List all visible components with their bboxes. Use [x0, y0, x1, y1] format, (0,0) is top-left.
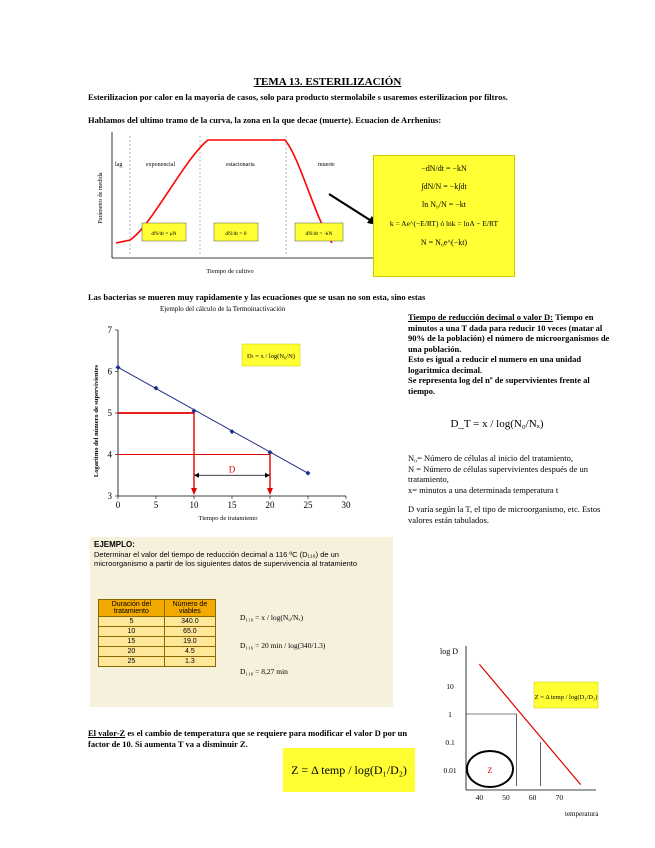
dvalue-heading: Tiempo de reducción decimal o valor D:: [408, 312, 553, 322]
example-header-duracion: Duración del tratamiento: [99, 600, 165, 617]
table-row: 15 19.0: [99, 637, 216, 647]
graph2-xtick: 70: [555, 793, 564, 802]
example-title: EJEMPLO:: [94, 540, 135, 549]
graph2-xlabel: temperatura: [565, 810, 599, 818]
arrhenius-equations-box: [373, 155, 515, 277]
graph1-ytick: 5: [107, 408, 112, 418]
box-estacionaria: dN/dt = 0: [225, 231, 247, 237]
dvalue-note: D varía según la T, el tipo de microorganismo, etc. Estos valores están tabulados.: [408, 504, 601, 525]
graph1-ylabel: Logaritmo del número de supervivientes: [93, 364, 100, 478]
graph1-ytick: 4: [107, 449, 112, 460]
zvalue-formula: Z = Δ temp / log(D₁/D₂): [283, 748, 415, 792]
arrhenius-eq1: −dN/dt = −kN: [421, 164, 467, 173]
graph1-xtick: 30: [341, 500, 351, 510]
dvalue-section: [408, 312, 618, 396]
dvalue-formula: D_T = x / log(N₀/Nₓ): [442, 405, 552, 443]
arrhenius-eq4: k = Ae^(−E/RT) ó lnk = lnA − E/RT: [389, 219, 499, 228]
intro-line-1: Esterilizacion por calor en la mayoria de casos, solo para producto stermolabile s usaremos esterilizacion por filtros.: [88, 92, 508, 102]
graph1-xtick: 10: [189, 500, 199, 510]
graph1-xlabel: Tiempo de tratamiento: [198, 515, 258, 522]
page-title: TEMA 13. ESTERILIZACIÓN: [253, 76, 402, 88]
graph2-ytick: 0.1: [445, 738, 455, 747]
dvalue-def2: N = Número de células supervivientes después de un tratamiento,: [408, 463, 588, 484]
dvalue-definitions: [408, 453, 618, 525]
dvalue-def1: N₀= Número de células al inicio del tratamiento,: [408, 453, 573, 463]
graph1-caption: Ejemplo del cálculo de la Termoinactivación: [160, 305, 286, 313]
table-row: 25 1.3: [99, 657, 216, 667]
zvalue-text: es el cambio de temperatura que se requiere para modificar el valor D por un factor de 10. Si aumenta T va a disminuir Z.: [88, 728, 408, 749]
intro-line-2: Hablamos del ultimo tramo de la curva, la zona en la que decae (muerte). Ecuacion de Arrhenius:: [88, 115, 442, 125]
example-text: Determinar el valor del tiempo de reducción decimal a 116 ºC (D₁₁₆) de un microorganismo a partir de los siguientes datos de supervivencia al tratamiento: [94, 550, 358, 568]
graph1-ytick: 3: [107, 491, 112, 501]
graph2-ytick: 0.01: [443, 766, 457, 775]
phase-muerte: muerte: [318, 162, 335, 168]
zvalue-chart: [430, 630, 610, 820]
graph2-ytick: 10: [446, 682, 454, 691]
dvalue-text2: Esto es igual a reducir el numero en una unidad logaritmica decimal.: [408, 354, 582, 375]
dvalue-def3: x= minutos a una determinada temperatura t: [408, 484, 559, 495]
graph1-xtick: 15: [227, 500, 237, 510]
arrhenius-eq2: ∫dN/N = −k∫dt: [421, 182, 467, 191]
example-calc2: D₁₁₆ = 20 min / log(340/1.3): [240, 641, 326, 650]
table-row: 5 340.0: [99, 617, 216, 627]
zvalue-heading: El valor-Z: [88, 728, 126, 738]
table-row: 10 65.0: [99, 627, 216, 637]
example-header-viables: Número de viables: [164, 600, 215, 617]
arrhenius-eq3: ln N₀/N = −kt: [421, 200, 467, 209]
arrhenius-eq5: N = N₀e^(−kt): [420, 238, 468, 247]
example-box: [90, 537, 393, 707]
graph1-marker-arrow: [267, 488, 273, 495]
graph2-annotation: Z: [487, 766, 493, 775]
dvalue-text3: Se representa log del nº de supervivientes frente al tiempo.: [408, 375, 590, 396]
graph2-ylabel: log D: [440, 647, 458, 656]
graph2-formula: Z = Δ temp / log(D₁/D₂): [534, 694, 598, 701]
phase-lag: lag: [115, 162, 123, 168]
graph2-xtick: 40: [475, 793, 484, 802]
example-calc1: D₁₁₆ = x / log(N₀/Nₓ): [240, 613, 304, 622]
growth-xlabel: Tiempo de cultivo: [206, 268, 254, 275]
graph1-xtick: 5: [153, 500, 159, 510]
box-exponencial: dN/dt = μN: [151, 231, 177, 237]
graph1-marker-arrow: [191, 488, 197, 495]
box-muerte: dN/dt = -kN: [305, 231, 333, 237]
graph1-formula: Dₜ = x / log(N₀/N): [247, 353, 295, 360]
example-table: [98, 599, 216, 667]
graph2-ytick: 1: [448, 710, 452, 719]
table-row: 20 4.5: [99, 647, 216, 657]
graph1-xtick: 25: [303, 500, 313, 510]
dvalue-text1: Tiempo en minutos a una T dada para reducir 10 veces (matar al 90% de la población) el número de microorganismos de una población.: [408, 312, 610, 354]
growth-ylabel: Parámetro de medida: [98, 172, 104, 224]
graph1-regression-line: [118, 367, 308, 473]
zvalue-text-block: [88, 728, 428, 749]
graph2-xtick: 60: [528, 793, 537, 802]
graph2-xtick: 50: [502, 793, 510, 802]
graph1-xtick: 20: [265, 500, 275, 510]
termoinactivacion-chart: [88, 316, 378, 526]
phase-estacionaria: estacionaria: [226, 162, 255, 168]
graph1-d-label: D: [228, 464, 236, 475]
graph1-point: [306, 471, 311, 476]
bacteria-text: Las bacterias se mueren muy rapidamente y las ecuaciones que se usan no son esta, sino estas: [88, 292, 426, 302]
graph1-ytick: 7: [107, 325, 112, 335]
phase-exponencial: exponencial: [146, 162, 175, 168]
graph1-ytick: 6: [107, 366, 112, 377]
graph1-xtick: 0: [115, 500, 121, 510]
example-calc3: D₁₁₆ = 8,27 min: [240, 667, 288, 676]
graph1-point: [116, 365, 121, 370]
